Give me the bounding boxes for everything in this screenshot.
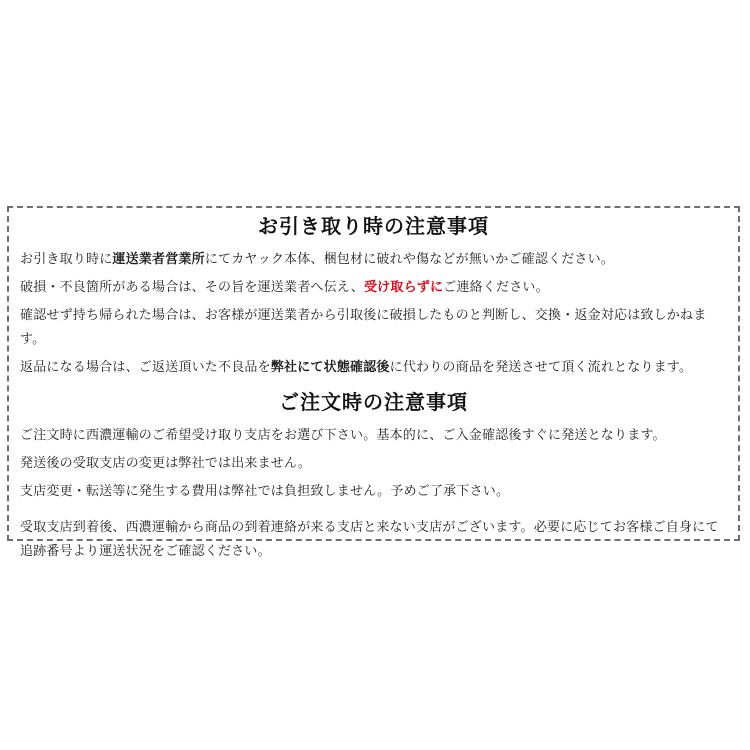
order-notice-title: ご注文時の注意事項 bbox=[279, 392, 468, 414]
emphasis-text: 弊社にて状態確認後 bbox=[270, 359, 390, 374]
text-segment: 発送後の受取支店の変更は弊社では出来ません。 bbox=[20, 455, 312, 470]
text-segment: にてカヤック本体、梱包材に破れや傷などが無いかご確認ください。 bbox=[204, 251, 615, 266]
notice-line bbox=[20, 355, 727, 379]
notice-line bbox=[20, 479, 727, 503]
text-segment: ご注文時に西濃運輸のご希望受け取り支店をお選び下さい。基本的に、ご入金確認後すぐに発送となります。 bbox=[20, 427, 666, 442]
text-segment: 支店変更・転送等に発生する費用は弊社では負担致しません。予めご了承下さい。 bbox=[20, 483, 510, 498]
text-segment: に代わりの商品を発送させて頂く流れとなります。 bbox=[389, 359, 693, 374]
text-segment: 返品になる場合は、ご返送頂いた不良品を bbox=[20, 359, 271, 374]
notice-line bbox=[20, 515, 727, 563]
notice-line bbox=[20, 423, 727, 447]
text-segment: 破損・不良箇所がある場合は、その旨を運送業者へ伝え、 bbox=[20, 279, 364, 294]
notice-line bbox=[20, 247, 727, 271]
notice-line bbox=[20, 303, 727, 351]
notice-line bbox=[20, 275, 727, 299]
notice-box bbox=[7, 206, 740, 558]
text-segment: 受取支店到着後、西濃運輸から商品の到着連絡が来る支店と来ない支店がございます。必要に応じてお客様ご自身にて追跡番号より運送状況をご確認ください。 bbox=[20, 519, 719, 558]
emphasis-text: 運送業者営業所 bbox=[112, 251, 205, 266]
text-segment: ご連絡ください。 bbox=[443, 279, 549, 294]
emphasis-text: 受け取らずに bbox=[363, 279, 444, 294]
text-segment: 確認せず持ち帰られた場合は、お客様が運送業者から引取後に破損したものと判断し、交換・返金対応は致しかねます。 bbox=[20, 307, 707, 346]
text-segment: お引き取り時に bbox=[20, 251, 113, 266]
notice-line bbox=[20, 451, 727, 475]
pickup-notice-title: お引き取り時の注意事項 bbox=[258, 216, 489, 238]
